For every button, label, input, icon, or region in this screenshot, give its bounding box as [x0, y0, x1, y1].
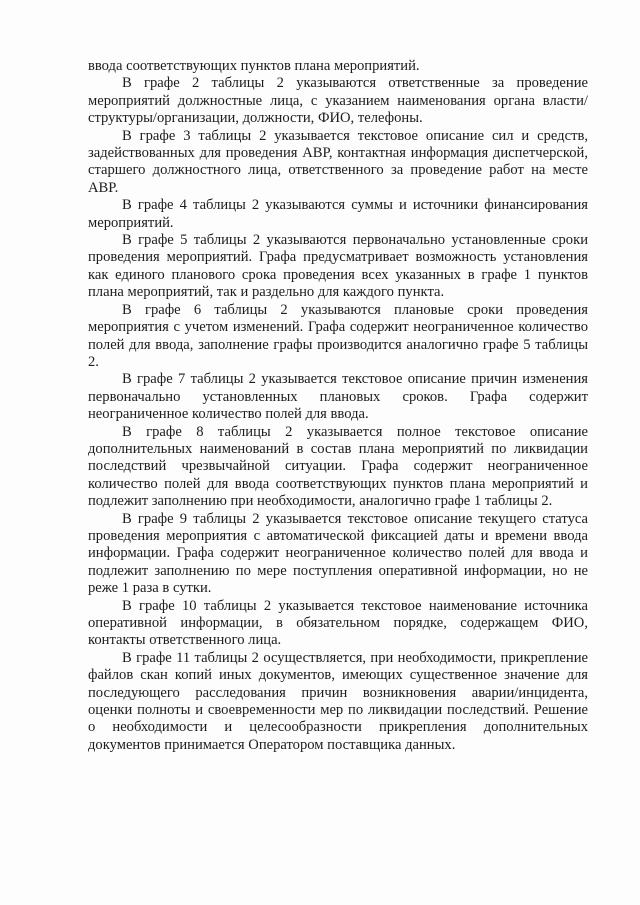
paragraph-continuation: ввода соответствующих пунктов плана мероприятий.: [88, 58, 420, 74]
paragraph-column-3: В графе 3 таблицы 2 указывается текстовое описание сил и средств, задействованных для проведения АВР, контактная информация диспетчерской, старшего должностного лица, ответственного за проведение работ на месте АВР.: [88, 127, 588, 196]
paragraph-column-8: В графе 8 таблицы 2 указывается полное текстовое описание дополнительных наименований в состав плана мероприятий по ликвидации последствий чрезвычайной ситуации. Графа содержит неограниченное количество полей для ввода соответствующих пунктов плана мероприятий и подлежит заполнению при необходимости, аналогично графе 1 таблицы 2.: [88, 423, 588, 510]
paragraph-column-4: В графе 4 таблицы 2 указываются суммы и источники финансирования мероприятий.: [88, 197, 588, 231]
paragraph-column-7: В графе 7 таблицы 2 указывается текстовое описание причин изменения первоначально установленных плановых сроков. Графа содержит неограниченное количество полей для ввода.: [88, 371, 588, 423]
paragraph-column-9: В графе 9 таблицы 2 указывается текстовое описание текущего статуса проведения мероприятия с автоматической фиксацией даты и времени ввода информации. Графа содержит неограниченное количество полей для ввода и подлежит заполнению по мере поступления оперативной информации, но не реже 1 раза в сутки.: [88, 510, 588, 597]
paragraph-column-6: В графе 6 таблицы 2 указываются плановые сроки проведения мероприятия с учетом изменений. Графа содержит неограниченное количество полей для ввода, заполнение графы производится аналогично графе 5 таблицы 2.: [88, 301, 588, 370]
paragraph-column-10: В графе 10 таблицы 2 указывается текстовое наименование источника оперативной информации, в обязательном порядке, содержащем ФИО, контакты ответственного лица.: [88, 597, 588, 649]
paragraph-column-5: В графе 5 таблицы 2 указываются первоначально установленные сроки проведения мероприятий. Графа предусматривает возможность установления как единого планового срока проведения всех указанных в графе 1 пунктов плана мероприятий, так и раздельно для каждого пункта.: [88, 232, 588, 301]
document-body: [88, 58, 588, 754]
paragraph-column-11: В графе 11 таблицы 2 осуществляется, при необходимости, прикрепление файлов скан копий иных документов, имеющих существенное значение для последующего расследования причин возникновения аварии/инцидента, оценки полноты и своевременности мер по ликвидации последствий. Решение о необходимости и целесообразности прикрепления дополнительных документов принимается Оператором поставщика данных.: [88, 649, 588, 753]
paragraph-column-2: В графе 2 таблицы 2 указываются ответственные за проведение мероприятий должностные лица, с указанием наименования органа власти/структуры/организации, должности, ФИО, телефоны.: [88, 75, 588, 127]
